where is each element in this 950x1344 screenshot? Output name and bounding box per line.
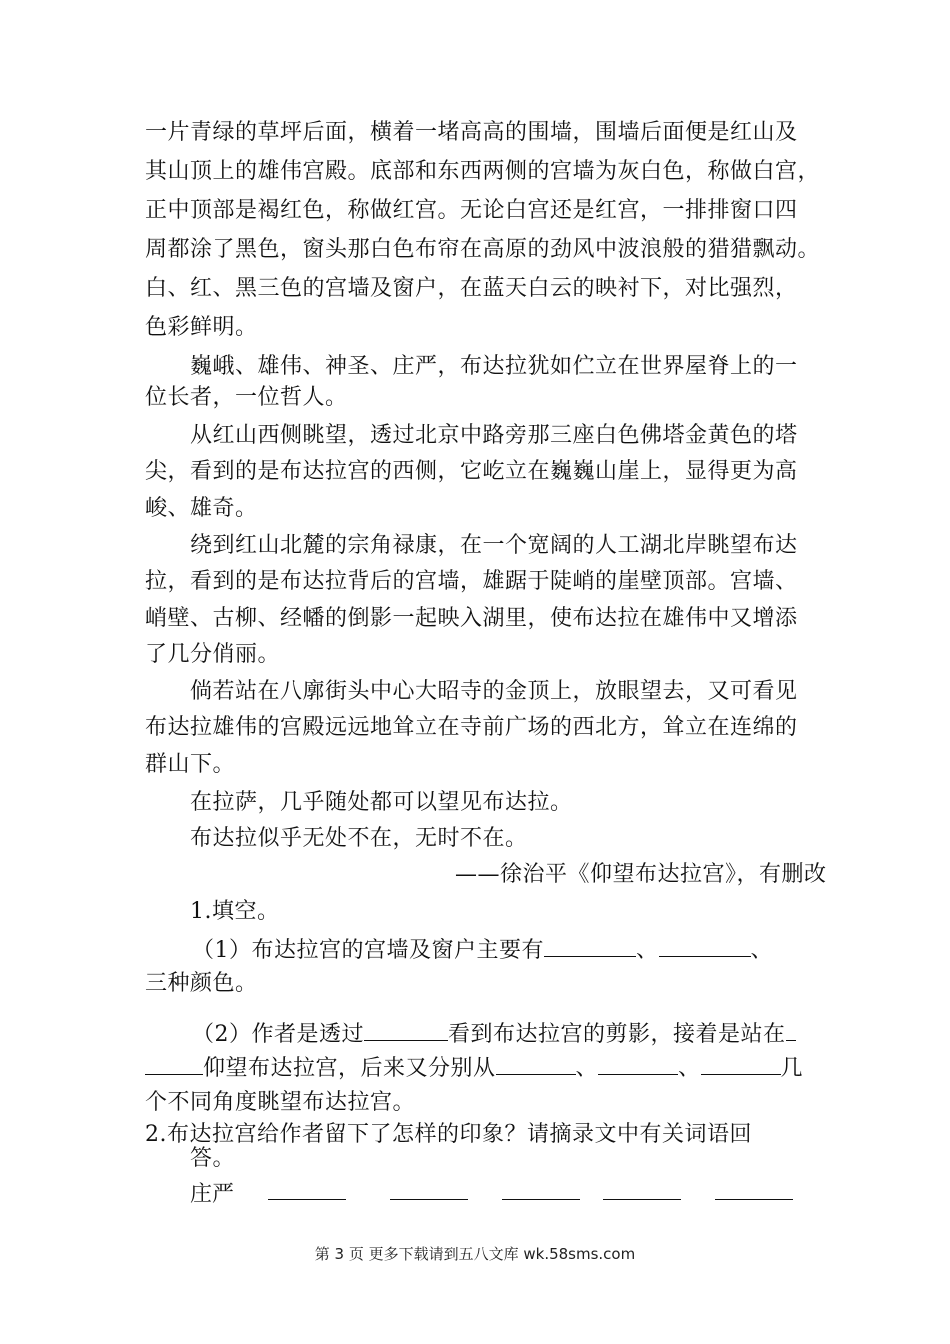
- separator: 、: [750, 938, 774, 963]
- answer-blank[interactable]: [598, 1054, 678, 1075]
- answer-blank[interactable]: [502, 1199, 580, 1200]
- passage-line: 布达拉似乎无处不在，无时不在。: [190, 826, 528, 851]
- passage-line: 巍峨、雄伟、神圣、庄严，布达拉犹如伫立在世界屋脊上的一: [190, 354, 798, 379]
- answer-blank[interactable]: [544, 936, 636, 957]
- passage-line: 白、红、黑三色的宫墙及窗户，在蓝天白云的映衬下，对比强烈，: [145, 276, 798, 301]
- passage-line: 色彩鲜明。: [145, 315, 258, 340]
- separator: 、: [636, 938, 659, 963]
- passage-line: 倘若站在八廓街头中心大昭寺的金顶上，放眼望去，又可看见: [190, 679, 798, 704]
- answer-blank[interactable]: [496, 1054, 576, 1075]
- passage-line: 其山顶上的雄伟宫殿。底部和东西两侧的宫墙为灰白色，称做白宫，: [145, 159, 821, 184]
- passage-line: 峭壁、古柳、经幡的倒影一起映入湖里，使布达拉在雄伟中又增添: [145, 606, 798, 631]
- passage-line: 正中顶部是褐红色，称做红宫。无论白宫还是红宫，一排排窗口四: [145, 198, 798, 223]
- answer-blank[interactable]: [390, 1199, 468, 1200]
- question-text: 几: [780, 1056, 804, 1081]
- passage-line: 了几分俏丽。: [145, 642, 281, 667]
- answer-blank[interactable]: [786, 1020, 796, 1041]
- question-1-2: [192, 1020, 796, 1050]
- passage-line: 群山下。: [145, 752, 236, 777]
- passage-line: 在拉萨，几乎随处都可以望见布达拉。: [190, 790, 573, 815]
- answer-blank[interactable]: [603, 1199, 681, 1200]
- separator: 、: [575, 1056, 599, 1081]
- attribution: ——徐治平《仰望布达拉宫》，有删改: [455, 862, 827, 887]
- passage-line: 周都涂了黑色，窗头那白色布帘在高原的劲风中波浪般的猎猎飘动。: [145, 237, 821, 262]
- passage-line: 尖，看到的是布达拉宫的西侧，它屹立在巍巍山崖上，显得更为高: [145, 459, 798, 484]
- question-2: 2.布达拉宫给作者留下了怎样的印象？请摘录文中有关词语回: [145, 1122, 752, 1147]
- question-text: （1）布达拉宫的宫墙及窗户主要有: [192, 938, 544, 963]
- answer-blank[interactable]: [145, 1054, 203, 1075]
- passage-line: 峻、雄奇。: [145, 496, 258, 521]
- passage-line: 位长者，一位哲人。: [145, 385, 348, 410]
- passage-line: 拉，看到的是布达拉背后的宫墙，雄踞于陡峭的崖壁顶部。宫墙、: [145, 569, 798, 594]
- question-1-2-cont: [145, 1054, 803, 1084]
- passage-line: 一片青绿的草坪后面，横着一堵高高的围墙，围墙后面便是红山及: [145, 120, 798, 145]
- answer-blank[interactable]: [701, 1054, 781, 1075]
- passage-line: 从红山西侧眺望，透过北京中路旁那三座白色佛塔金黄色的塔: [190, 423, 798, 448]
- passage-line: 布达拉雄伟的宫殿远远地耸立在寺前广场的西北方，耸立在连绵的: [145, 715, 798, 740]
- question-1-1-cont: 三种颜色。: [145, 971, 258, 996]
- question-text: （2）作者是透过: [192, 1022, 364, 1047]
- page-footer: 第 3 页 更多下载请到五八文库 wk.58sms.com: [314, 1245, 636, 1263]
- question-text: 看到布达拉宫的剪影，接着是站在: [448, 1022, 786, 1047]
- passage-line: 绕到红山北麓的宗角禄康，在一个宽阔的人工湖北岸眺望布达: [190, 533, 798, 558]
- answer-blank[interactable]: [364, 1020, 448, 1041]
- question-2-cont: 答。: [190, 1146, 236, 1171]
- question-1-2-suffix: 个不同角度眺望布达拉宫。: [145, 1090, 416, 1115]
- separator: 、: [678, 1056, 701, 1081]
- example-word: 庄严: [190, 1182, 235, 1207]
- question-2-answer-row: [190, 1180, 810, 1210]
- answer-blank[interactable]: [715, 1199, 793, 1200]
- question-1-title: 1.填空。: [190, 899, 280, 924]
- answer-blank[interactable]: [659, 936, 751, 957]
- answer-blank[interactable]: [268, 1199, 346, 1200]
- question-1-1: [192, 936, 773, 966]
- question-text: 仰望布达拉宫，后来又分别从: [203, 1056, 496, 1081]
